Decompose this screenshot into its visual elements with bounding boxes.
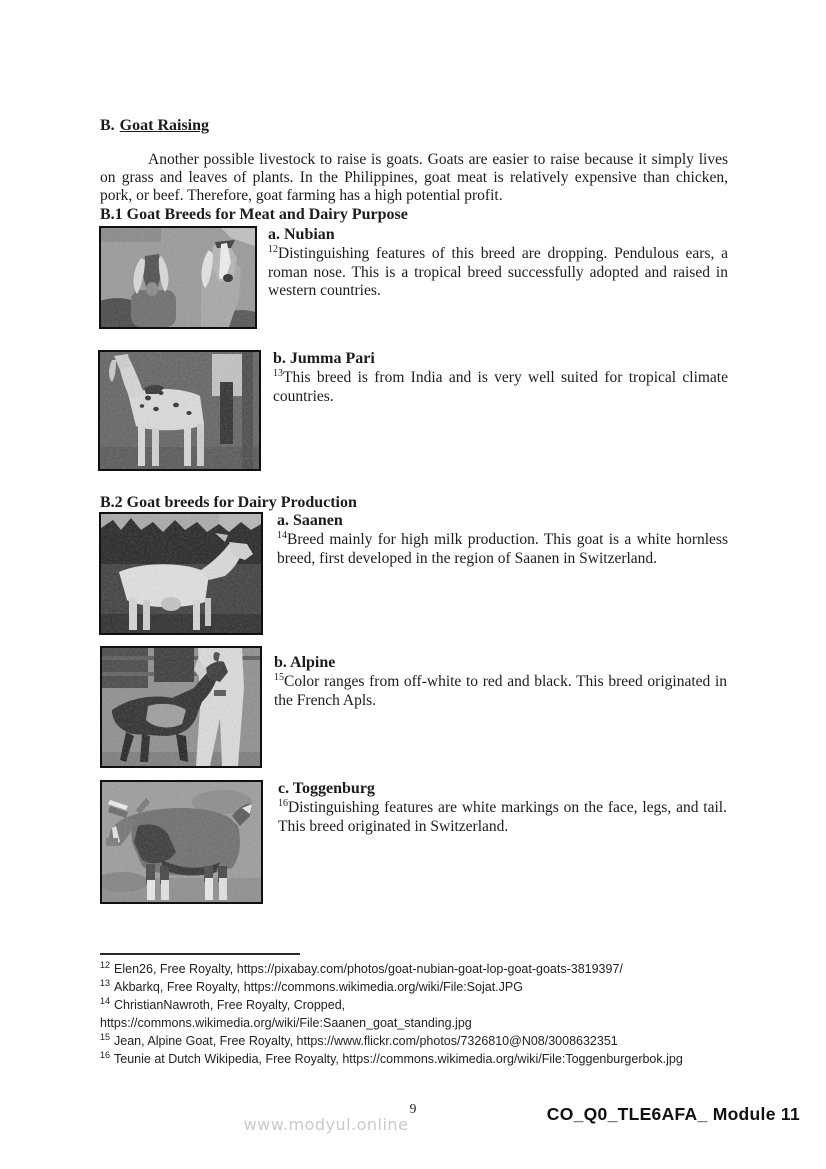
footnote-line: $^{13}$ Akbarkq, Free Royalty, https://commons.wikimedia.org/wiki/File:Sojat.JPG [100, 977, 523, 994]
breed-description: $^{15}$Color ranges from off-white to red and black. This breed originated in the French Apls. [274, 671, 727, 709]
section-b-heading [100, 117, 209, 135]
nubian-goats-photo [99, 226, 257, 329]
section-b2-heading: B.2 Goat breeds for Dairy Production [100, 494, 357, 511]
breed-block-alpine [100, 646, 727, 768]
breed-block-toggenburg [100, 780, 727, 904]
footnote-line: $^{12}$ Elen26, Free Royalty, https://pixabay.com/photos/goat-nubian-goat-lop-goat-goats-3819397/ [100, 959, 623, 976]
footnote-line: $^{16}$ Teunie at Dutch Wikipedia, Free Royalty, https://commons.wikimedia.org/wiki/File:Toggenburgerbok.jpg [100, 1049, 683, 1066]
module-code: CO_Q0_TLE6AFA_ Module 11 [546, 1104, 800, 1124]
breed-label: a. Nubian [268, 226, 335, 243]
footnote-line: $^{15}$ Jean, Alpine Goat, Free Royalty, https://www.flickr.com/photos/7326810@N08/3008632351 [100, 1031, 618, 1048]
breed-text-jumma-pari [273, 350, 728, 406]
footnote-separator [100, 953, 300, 955]
footnote-ref: 12 [268, 243, 278, 255]
breed-block-saanen [99, 512, 728, 635]
toggenburg-goat-photo [100, 780, 263, 904]
saanen-goat-photo [99, 512, 263, 635]
footnote-ref: 13 [273, 367, 283, 379]
breed-text-alpine [274, 646, 727, 710]
breed-description: $^{12}$Distinguishing features of this breed are dropping. Pendulous ears, a roman nose. This is a tropical breed successfully adopted and raised in western countries. [268, 243, 728, 299]
breed-block-jumma-pari [98, 350, 728, 471]
footnote-ref: 16 [278, 797, 288, 809]
breed-description: $^{13}$This breed is from India and is very well suited for tropical climate countries. [273, 367, 728, 405]
breed-block-nubian [99, 226, 728, 329]
breed-description: $^{16}$Distinguishing features are white markings on the face, legs, and tail. This breed originated in Switzerland. [278, 797, 727, 835]
watermark: www.modyul.online [243, 1115, 409, 1134]
breed-text-saanen [277, 512, 728, 568]
breed-text-toggenburg [278, 780, 727, 836]
section-b1-heading: B.1 Goat Breeds for Meat and Dairy Purpose [100, 206, 408, 223]
breed-label: b. Jumma Pari [273, 350, 375, 367]
intro-paragraph: Another possible livestock to raise is goats. Goats are easier to raise because it simply lives on grass and leaves of plants. In the Philippines, goat meat is relatively expensive than chicken, pork, or beef. Therefore, goat farming has a high potential profit. [100, 150, 728, 204]
jumma-pari-goat-photo [98, 350, 261, 471]
breed-label: b. Alpine [274, 654, 336, 671]
alpine-goat-photo [100, 646, 262, 768]
section-b-title: Goat Raising [119, 117, 210, 134]
footnote-ref: 15 [274, 671, 284, 683]
breed-description: $^{14}$Breed mainly for high milk production. This goat is a white hornless breed, first developed in the region of Saanen in Switzerland. [277, 529, 728, 567]
page-number: 9 [409, 1101, 417, 1116]
footnote-line: https://commons.wikimedia.org/wiki/File:Saanen_goat_standing.jpg [100, 1016, 472, 1030]
section-b-prefix: B. [100, 117, 115, 134]
footnote-ref: 14 [277, 529, 287, 541]
breed-label: c. Toggenburg [278, 780, 375, 797]
footnotes-section [100, 960, 745, 1068]
footnote-line: $^{14}$ ChristianNawroth, Free Royalty, Cropped, [100, 995, 346, 1012]
breed-label: a. Saanen [277, 512, 343, 529]
breed-text-nubian [268, 226, 728, 301]
